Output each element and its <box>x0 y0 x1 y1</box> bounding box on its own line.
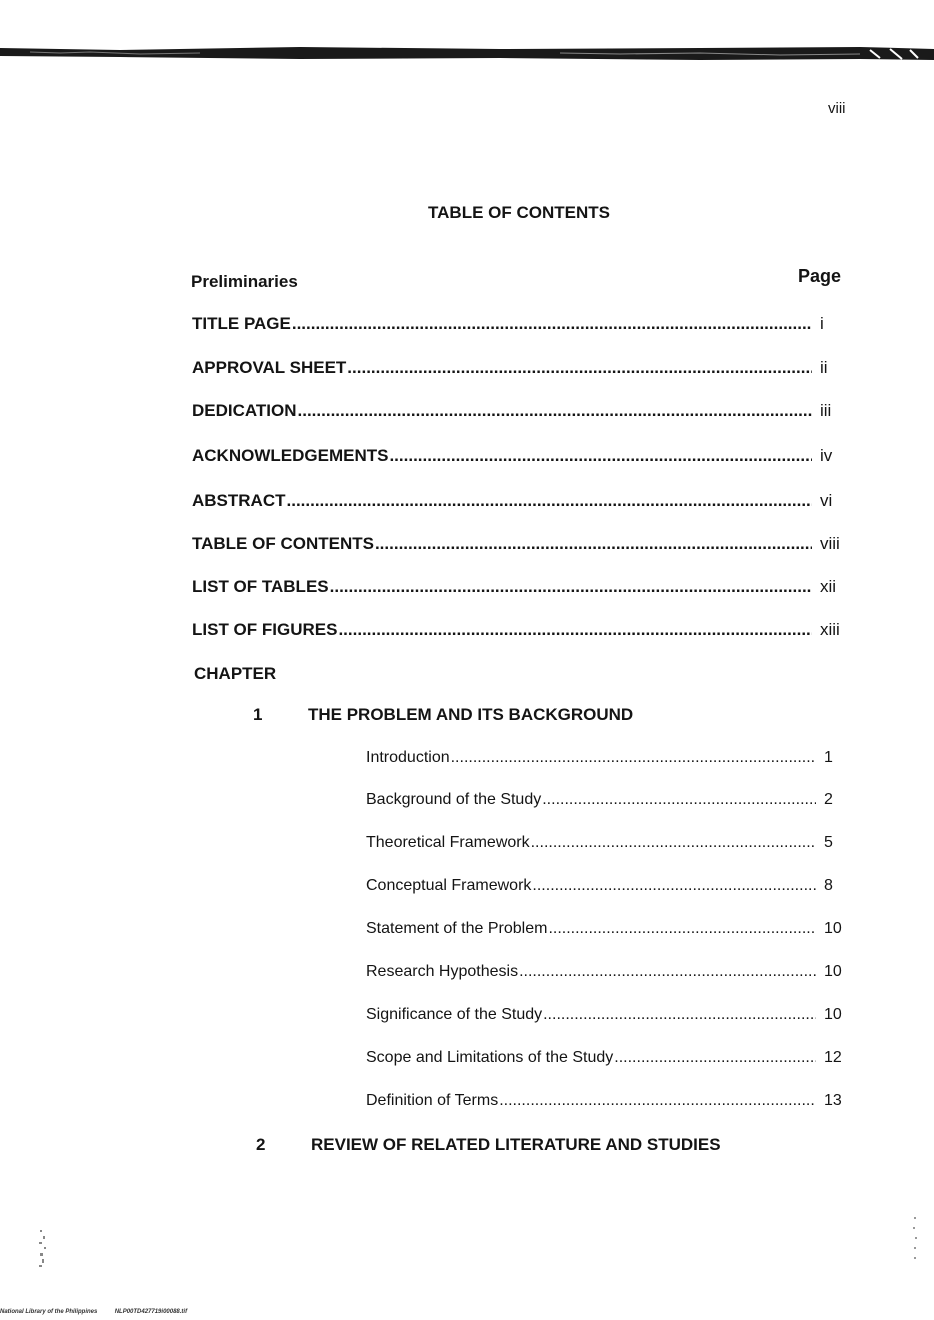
toc-entry-page: 10 <box>824 920 842 937</box>
dot-leader <box>519 963 816 981</box>
toc-entry-label: Conceptual Framework <box>366 877 532 894</box>
page-number: viii <box>828 100 846 117</box>
dot-leader <box>375 534 812 554</box>
dot-leader <box>347 358 812 378</box>
dot-leader <box>330 577 812 597</box>
toc-entry-page: 10 <box>824 963 842 980</box>
toc-entry-page: xii <box>820 577 837 596</box>
dot-leader <box>451 749 816 767</box>
toc-entry-background <box>366 791 854 809</box>
scan-footer <box>0 1309 187 1315</box>
toc-entry-label: Background of the Study <box>366 791 542 808</box>
toc-entry-label: Introduction <box>366 749 450 766</box>
toc-entry-page: viii <box>820 534 840 553</box>
toc-entry-label: Research Hypothesis <box>366 963 519 980</box>
page-column-heading: Page <box>798 266 842 286</box>
dot-leader <box>542 791 816 809</box>
toc-entry-label: LIST OF FIGURES <box>192 620 338 639</box>
toc-entry-approval-sheet <box>192 358 850 378</box>
dot-leader <box>532 877 816 895</box>
toc-entry-label: TITLE PAGE <box>192 314 291 333</box>
chapter-title: THE PROBLEM AND ITS BACKGROUND <box>308 705 634 724</box>
toc-entry-title-page <box>192 314 850 334</box>
toc-entry-page: 1 <box>824 749 833 766</box>
footer-code: NLP00TD427719i00088.tif <box>114 1309 188 1315</box>
chapter-2-heading <box>256 1135 721 1155</box>
dot-leader <box>499 1092 816 1110</box>
toc-entry-research-hypothesis <box>366 963 854 981</box>
footer-library: National Library of the Philippines <box>0 1309 98 1315</box>
toc-entry-page: 8 <box>824 877 833 894</box>
toc-entry-theoretical-framework <box>366 834 854 852</box>
dot-leader <box>338 620 812 640</box>
toc-entry-conceptual-framework <box>366 877 854 895</box>
toc-entry-label: ABSTRACT <box>192 491 286 510</box>
toc-entry-acknowledgements <box>192 446 850 466</box>
toc-entry-abstract <box>192 491 850 511</box>
toc-entry-label: DEDICATION <box>192 401 297 420</box>
toc-entry-page: 13 <box>824 1092 842 1109</box>
toc-entry-page: i <box>820 314 824 333</box>
toc-entry-page: ii <box>820 358 828 377</box>
chapter-1-heading <box>253 705 633 725</box>
preliminaries-heading: Preliminaries <box>191 272 298 291</box>
toc-entry-introduction <box>366 749 854 767</box>
toc-entry-significance <box>366 1006 854 1024</box>
toc-entry-page: iii <box>820 401 832 420</box>
toc-entry-label: TABLE OF CONTENTS <box>192 534 374 553</box>
toc-entry-dedication <box>192 401 850 421</box>
toc-entry-label: Significance of the Study <box>366 1006 543 1023</box>
chapter-number: 2 <box>256 1135 266 1154</box>
page-title: TABLE OF CONTENTS <box>428 203 610 222</box>
toc-entry-list-of-tables <box>192 577 850 597</box>
toc-entry-label: LIST OF TABLES <box>192 577 329 596</box>
toc-entry-label: APPROVAL SHEET <box>192 358 347 377</box>
scan-mark-right <box>910 1215 920 1265</box>
dot-leader <box>531 834 816 852</box>
toc-entry-scope-and-limitations <box>366 1049 854 1067</box>
toc-entry-label: Statement of the Problem <box>366 920 548 937</box>
toc-entry-page: 5 <box>824 834 833 851</box>
dot-leader <box>292 314 812 334</box>
toc-entry-label: Scope and Limitations of the Study <box>366 1049 614 1066</box>
toc-entry-table-of-contents <box>192 534 850 554</box>
toc-entry-label: Definition of Terms <box>366 1092 499 1109</box>
toc-entry-page: 2 <box>824 791 833 808</box>
dot-leader <box>543 1006 816 1024</box>
toc-entry-page: vi <box>820 491 833 510</box>
toc-entry-label: Theoretical Framework <box>366 834 530 851</box>
dot-leader <box>389 446 812 466</box>
toc-entry-page: 12 <box>824 1049 842 1066</box>
dot-leader <box>287 491 813 511</box>
scan-edge-bar <box>0 44 934 64</box>
toc-entry-page: iv <box>820 446 833 465</box>
dot-leader <box>614 1049 816 1067</box>
toc-entry-page: xiii <box>820 620 840 639</box>
dot-leader <box>298 401 812 421</box>
toc-entry-definition-of-terms <box>366 1092 854 1110</box>
chapter-number: 1 <box>253 705 263 724</box>
toc-entry-label: ACKNOWLEDGEMENTS <box>192 446 389 465</box>
toc-entry-page: 10 <box>824 1006 842 1023</box>
toc-entry-statement-of-problem <box>366 920 854 938</box>
scan-mark-left <box>36 1228 50 1270</box>
chapter-title: REVIEW OF RELATED LITERATURE AND STUDIES <box>311 1135 721 1154</box>
chapter-heading: CHAPTER <box>194 664 277 683</box>
toc-entry-list-of-figures <box>192 620 850 640</box>
dot-leader <box>548 920 816 938</box>
